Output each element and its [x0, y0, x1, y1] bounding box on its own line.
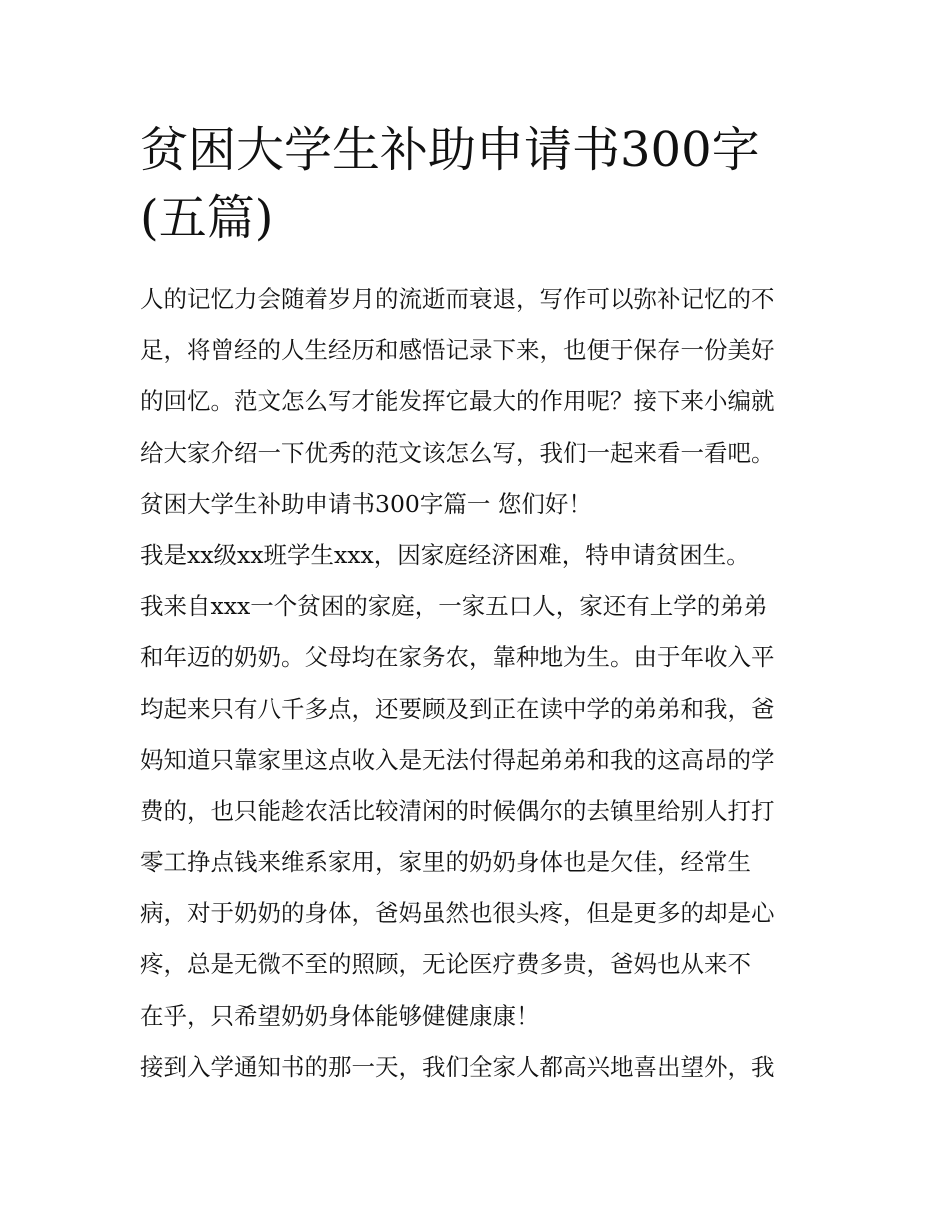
body-line: 均起来只有八千多点，还要顾及到正在读中学的弟弟和我，爸: [140, 694, 775, 723]
body-line: 给大家介绍一下优秀的范文该怎么写，我们一起来看一看吧。: [140, 438, 775, 467]
body-line: 人的记忆力会随着岁月的流逝而衰退，写作可以弥补记忆的不: [140, 285, 775, 313]
body-line: 费的，也只能趁农活比较清闲的时候偶尔的去镇里给别人打打: [140, 796, 775, 825]
body-line: 我是xx级xx班学生xxx，因家庭经济困难，特申请贫困生。: [140, 540, 750, 569]
body-line: 妈知道只靠家里这点收入是无法付得起弟弟和我的这高昂的学: [140, 745, 775, 774]
body-line: 在乎，只希望奶奶身体能够健健康康！: [140, 1001, 540, 1030]
body-line: 接到入学通知书的那一天，我们全家人都高兴地喜出望外，我: [140, 1052, 775, 1081]
document-body: [140, 274, 820, 1093]
body-line: 疼，总是无微不至的照顾，无论医疗费多贵，爸妈也从来不: [140, 950, 751, 979]
title-line-1: 贫困大学生补助申请书300字: [140, 122, 760, 178]
body-line: 的回忆。范文怎么写才能发挥它最大的作用呢？接下来小编就: [140, 387, 775, 416]
body-line: 病，对于奶奶的身体，爸妈虽然也很头疼，但是更多的却是心: [140, 899, 775, 928]
body-line: 和年迈的奶奶。父母均在家务农，靠种地为生。由于年收入平: [140, 643, 775, 672]
section-heading-line: 贫困大学生补助申请书300字篇一 您们好！: [140, 489, 592, 518]
body-line: 我来自xxx一个贫困的家庭，一家五口人，家还有上学的弟弟: [140, 592, 768, 621]
title-line-2: (五篇): [140, 190, 274, 246]
body-line: 零工挣点钱来维系家用，家里的奶奶身体也是欠佳，经常生: [140, 848, 751, 877]
document-title: [140, 116, 820, 252]
body-line: 足，将曾经的人生经历和感悟记录下来，也便于保存一份美好: [140, 336, 775, 365]
